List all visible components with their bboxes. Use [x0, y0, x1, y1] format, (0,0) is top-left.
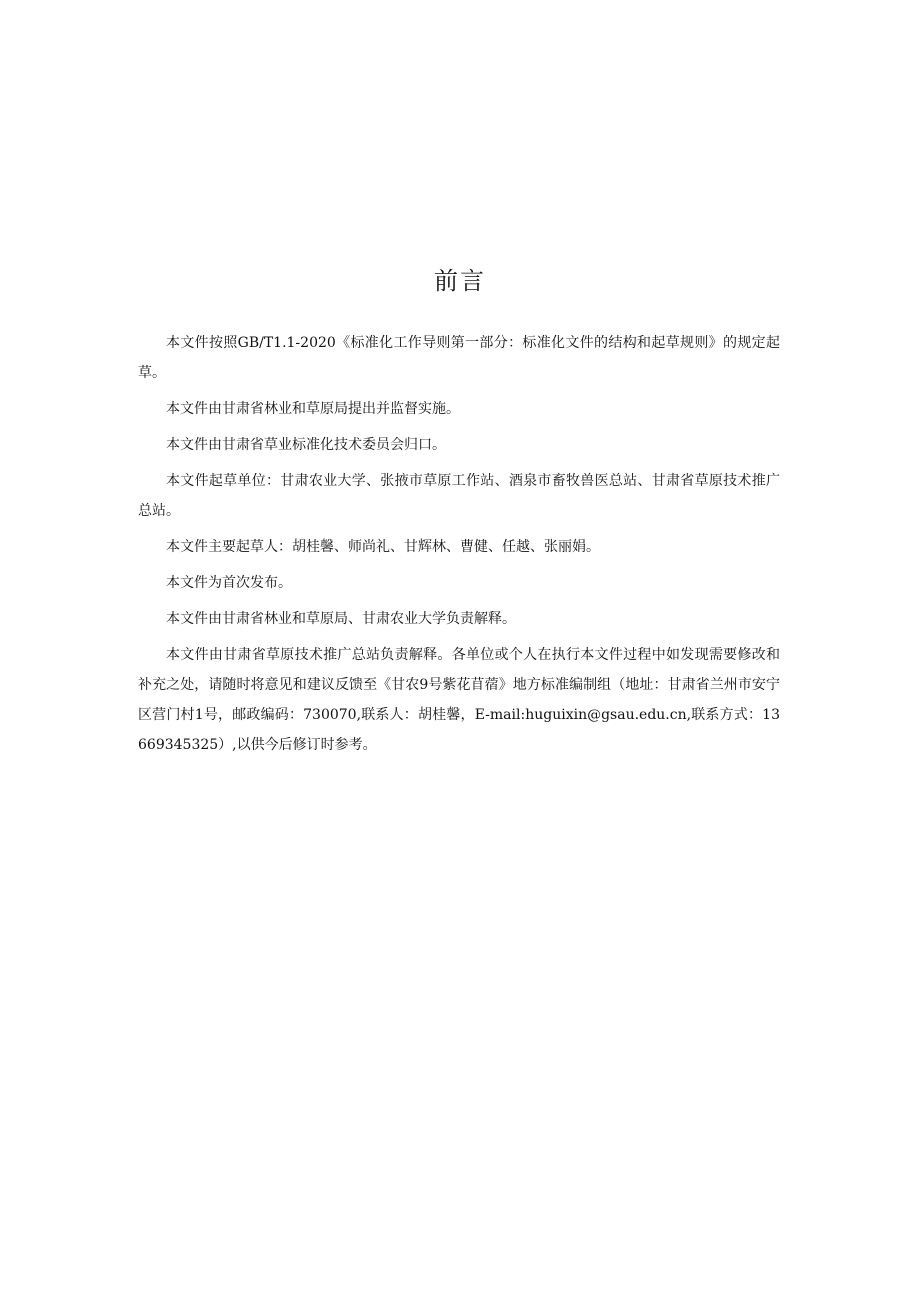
- paragraph-drafters: 本文件主要起草人：胡桂馨、师尚礼、甘辉林、曹健、任越、张丽娟。: [166, 539, 600, 555]
- paragraph-centralized-unit: 本文件由甘肃省草业标准化技术委员会归口。: [166, 437, 446, 453]
- paragraph-drafting-units: 本文件起草单位：甘肃农业大学、张掖市草原工作站、酒泉市畜牧兽医总站、甘肃省草原技术推广总站。: [138, 473, 780, 519]
- paragraph-interpretation: 本文件由甘肃省林业和草原局、甘肃农业大学负责解释。: [166, 611, 516, 627]
- paragraph-contact: 本文件由甘肃省草原技术推广总站负责解释。各单位或个人在执行本文件过程中如发现需要修改和补充之处，请随时将意见和建议反馈至《甘农9号紫花苜蓿》地方标准编制组（地址：甘肃省兰州市安宁区营门村1号，邮政编码：730070,联系人：胡桂馨，E-mail:huguixin@gsau.edu.cn,联系方式：13669345325）,以供今后修订时参考。: [138, 647, 780, 753]
- page-title: 前言: [434, 267, 486, 295]
- paragraph-proposer: 本文件由甘肃省林业和草原局提出并监督实施。: [166, 401, 460, 417]
- paragraph-drafting-rules: 本文件按照GB/T1.1-2020《标准化工作导则第一部分：标准化文件的结构和起草规则》的规定起草。: [138, 335, 780, 381]
- paragraph-first-release: 本文件为首次发布。: [166, 575, 292, 591]
- foreword-body: [138, 328, 780, 766]
